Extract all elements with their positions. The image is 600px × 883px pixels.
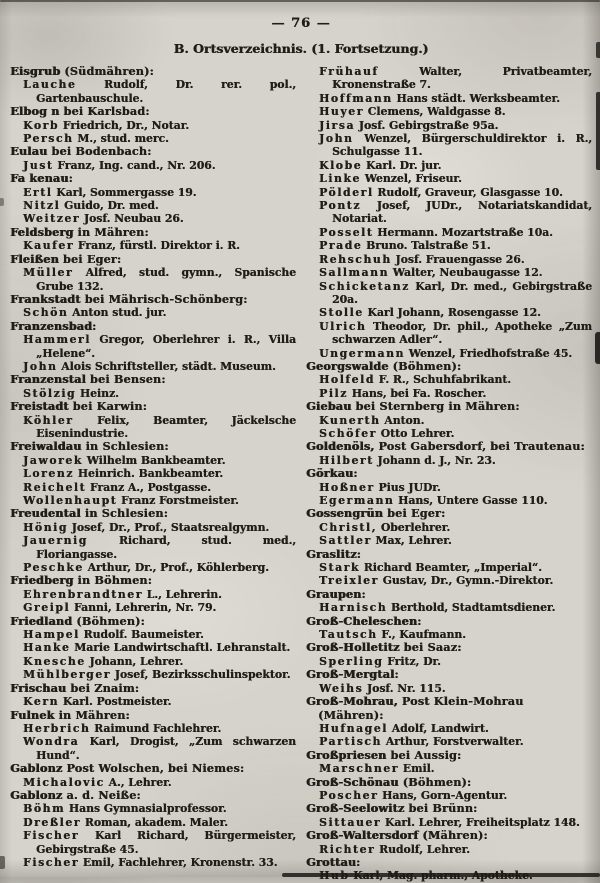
person-surname: Ehrenbrandtner: [23, 587, 143, 601]
person-surname: Kunerth: [319, 413, 381, 427]
place-entry: [306, 548, 592, 588]
person-line: Prade Bruno. Talstraße 51.: [319, 239, 491, 253]
place-entry: [306, 776, 592, 803]
place-entry: [306, 829, 592, 856]
person-line: Stölzig Heinz.: [23, 386, 119, 400]
person-line: Weihs Josf. Nr. 115.: [319, 681, 446, 695]
place-name: Freistadt: [10, 399, 69, 414]
person-line: Wondra Karl, Drogist, „Zum schwarzen Hund“.: [23, 735, 296, 762]
place-entry: [10, 507, 296, 574]
person-surname: Hönig: [23, 520, 68, 534]
place-location: bei Saaz:: [399, 640, 462, 655]
place-location: bei Karwin:: [68, 399, 147, 414]
place-name: Friedland: [10, 613, 73, 628]
place-heading: [10, 172, 296, 185]
place-heading: [306, 695, 592, 722]
person-line: Fischer Emil, Fachlehrer, Kronenstr. 33.: [23, 855, 278, 869]
scan-artifact-bottom-left: [0, 856, 5, 869]
place-location: bei Bensen:: [85, 372, 166, 387]
place-heading: [10, 320, 296, 333]
place-location: Post Gabersdorf, bei Trautenau:: [374, 439, 585, 454]
place-heading: [10, 373, 296, 386]
place-heading: [306, 668, 592, 681]
person-surname: Reichelt: [23, 480, 87, 494]
place-name: Großpriesen: [306, 747, 387, 762]
place-entry: [306, 668, 592, 695]
place-location: bei Eger:: [382, 506, 446, 521]
person-line: Hammerl Gregor, Oberlehrer i. R., Villa „Helene“.: [23, 333, 296, 360]
place-heading: [306, 856, 592, 869]
person-line: Huyer Clemens, Waldgasse 8.: [319, 105, 506, 119]
place-name: Friedberg: [10, 573, 74, 588]
person-line: Lorenz Heinrich. Bankbeamter.: [23, 467, 224, 481]
place-name: Elbog n: [10, 104, 60, 119]
person-surname: Köhler: [23, 413, 74, 427]
person-line: Korb Friedrich, Dr., Notar.: [23, 118, 190, 132]
place-entry: [10, 709, 296, 763]
person-line: Christl, Oberlehrer.: [319, 520, 451, 534]
place-name: Fulnek: [10, 707, 55, 722]
place-location: a. d. Neiße:: [62, 787, 141, 802]
person-line: Tautsch F., Kaufmann.: [319, 628, 466, 642]
place-entry: [306, 749, 592, 776]
place-name: Groß-Seelowitz: [306, 801, 405, 816]
person-surname: Hoffmann: [319, 91, 393, 105]
place-name: Gablonz: [10, 761, 63, 776]
place-entry: [10, 172, 296, 226]
person-surname: Hanke: [23, 641, 71, 655]
person-line: John Alois Schriftsteller, städt. Museum.: [23, 359, 276, 373]
person-line: Weitzer Josf. Neubau 26.: [23, 212, 184, 226]
person-line: Herbrich Raimund Fachlehrer.: [23, 721, 222, 735]
place-entry: [306, 467, 592, 507]
person-line: Greipl Fanni, Lehrerin, Nr. 79.: [23, 601, 217, 615]
place-name: Grottau: [306, 854, 357, 869]
person-line: Sperling Fritz, Dr.: [319, 654, 441, 668]
place-location: Post Klein-Mohrau (Mähren):: [318, 694, 524, 722]
person-line: Jirsa Josf. Gebirgstraße 95a.: [319, 118, 499, 132]
person-line: Hoffmann Hans städt. Werksbeamter.: [319, 91, 560, 105]
place-location: in Mähren:: [73, 224, 149, 239]
place-name: Eulau: [10, 144, 48, 159]
person-line: Fischer Karl Richard, Bürgermeister, Gebirgstraße 45.: [23, 829, 296, 856]
two-column-layout: [10, 65, 592, 883]
person-line: Frühauf Walter, Privatbeamter, Kronenstraße 7.: [319, 65, 592, 92]
place-entry: [10, 574, 296, 614]
place-heading: [10, 65, 296, 78]
place-heading: [306, 467, 592, 480]
person-surname: Hufnagel: [319, 721, 388, 735]
place-name: Fa kenau: [10, 171, 69, 186]
place-entry: [10, 293, 296, 320]
place-location: :: [68, 171, 73, 186]
place-name: Goldenöls,: [306, 439, 375, 454]
place-name: Georgswalde: [306, 358, 389, 373]
place-heading: [10, 709, 296, 722]
place-heading: [10, 105, 296, 118]
section-subtitle-text: (1. Fortsetzung.): [311, 41, 429, 56]
person-line: Wollenhaupt Franz Forstmeister.: [23, 494, 239, 507]
person-line: Müller Alfred, stud. gymn., Spanische Grube 132.: [23, 266, 296, 293]
place-heading: [306, 588, 592, 601]
place-heading: [10, 226, 296, 239]
place-heading: [10, 762, 296, 775]
place-heading: [10, 789, 296, 802]
place-heading: [306, 641, 592, 654]
scan-artifact-right-streak-2: [595, 332, 600, 364]
place-entry: [10, 253, 296, 293]
place-name: Giebau: [306, 399, 352, 414]
place-heading: [10, 440, 296, 453]
person-surname: Böhm: [23, 802, 66, 816]
scan-artifact-top-edge: [0, 0, 600, 2]
person-line: Köhler Felix, Beamter, Jäckelsche Eisenindustrie.: [23, 413, 296, 440]
person-line: Schicketanz Karl, Dr. med., Gebirgstraße 20a.: [319, 279, 592, 306]
person-surname: Fischer: [23, 855, 80, 869]
person-surname: Holfeld: [319, 373, 375, 387]
place-name: Fleißen: [10, 251, 59, 266]
person-line: Jaworek Wilhelm Bankbeamter.: [23, 453, 226, 467]
place-location: in Schlesien:: [80, 506, 168, 521]
person-line: Stolle Karl Johann, Rosengasse 12.: [319, 306, 541, 320]
person-surname: Partisch: [319, 735, 382, 749]
person-line: John Wenzel, Bürgerschuldirektor i. R., Schulgasse 11.: [319, 132, 592, 159]
person-line: Holfeld F. R., Schuhfabrikant.: [319, 373, 511, 387]
place-name: Groß-Mergtal: [306, 667, 395, 682]
place-name: Feldsberg: [10, 224, 74, 239]
person-surname: Stolle: [319, 306, 364, 320]
person-surname: Linke: [319, 172, 361, 186]
place-location: bei Eger:: [58, 251, 122, 266]
person-surname: Huyer: [319, 105, 364, 119]
person-line: Jauernig Richard, stud. med., Floriangasse.: [23, 534, 296, 561]
person-surname: Kaufer: [23, 239, 75, 253]
person-line: Knesche Johann, Lehrer.: [23, 654, 184, 668]
place-location: bei Brünn:: [404, 801, 478, 816]
person-surname: Marschner: [319, 762, 399, 776]
person-surname: Pilz: [319, 386, 348, 400]
place-entry: [306, 400, 592, 440]
place-name: Graupen: [306, 586, 362, 601]
person-surname: Wondra: [23, 735, 80, 749]
place-location: (Böhmen):: [72, 613, 145, 628]
scan-artifact-left-speck: [0, 198, 4, 206]
place-entry: [10, 682, 296, 709]
place-heading: [10, 145, 296, 158]
person-line: Hanke Marie Landwirtschaftl. Lehranstalt.: [23, 641, 291, 655]
person-surname: Ertl: [23, 185, 53, 199]
person-surname: Sallmann: [319, 266, 389, 280]
person-surname: Hilbert: [319, 453, 374, 467]
place-location: in Mähren:: [54, 707, 130, 722]
place-heading: [10, 293, 296, 306]
section-heading: [10, 41, 592, 56]
person-surname: Christl,: [319, 520, 377, 534]
person-surname: Pontz: [319, 199, 361, 213]
person-line: Persch M., stud. merc.: [23, 132, 169, 146]
place-name: Freudental: [10, 506, 81, 521]
person-line: Marschner Emil.: [319, 762, 435, 776]
person-surname: Peschke: [23, 561, 84, 575]
person-surname: Richter: [319, 842, 376, 856]
place-heading: [10, 615, 296, 628]
person-surname: Rehschuh: [319, 252, 392, 266]
scan-artifact-bottom-edge: [282, 873, 600, 877]
person-surname: Jauernig: [23, 534, 88, 548]
person-surname: Ungermann: [319, 346, 405, 360]
person-line: Sattler Max, Lehrer.: [319, 534, 452, 548]
section-title: B. Ortsverzeichnis.: [173, 41, 307, 56]
place-location: bei Znaim:: [66, 680, 140, 695]
person-surname: Müller: [23, 266, 74, 280]
person-line: Pölderl Rudolf, Graveur, Glasgasse 10.: [319, 185, 563, 199]
person-line: Pontz Josef, JUDr., Notariatskandidat, Notariat.: [319, 199, 592, 226]
person-line: Partisch Arthur, Forstverwalter.: [319, 735, 524, 749]
scan-artifact-right-streak-1: [596, 92, 600, 170]
place-location: bei Mährisch-Schönberg:: [80, 291, 248, 306]
person-surname: Stölzig: [23, 386, 77, 400]
person-line: Reichelt Franz A., Postgasse.: [23, 480, 211, 494]
place-name: Frankstadt: [10, 291, 81, 306]
person-line: Dreßler Roman, akadem. Maler.: [23, 815, 228, 829]
person-surname: Sperling: [319, 654, 384, 668]
place-entry: [306, 65, 592, 360]
person-surname: Frühauf: [319, 65, 379, 78]
person-surname: Stark: [319, 561, 360, 575]
person-surname: Sittauer: [319, 815, 382, 829]
place-location: :: [361, 586, 366, 601]
person-line: Treixler Gustav, Dr., Gymn.-Direktor.: [319, 574, 554, 588]
person-surname: John: [23, 359, 58, 373]
place-name: Franzenstal: [10, 372, 86, 387]
place-location: in Schlesien:: [81, 439, 169, 454]
person-line: Hilbert Johann d. J., Nr. 23.: [319, 453, 496, 467]
person-surname: Herbrich: [23, 721, 91, 735]
person-line: Ertl Karl, Sommergasse 19.: [23, 185, 197, 199]
place-heading: [306, 548, 592, 561]
person-line: Michalovic A., Lehrer.: [23, 775, 172, 789]
place-heading: [306, 615, 592, 628]
place-entry: [10, 400, 296, 440]
person-line: Ungermann Wenzel, Friedhofstraße 45.: [319, 346, 572, 360]
person-line: Lauche Rudolf, Dr. rer. pol., Gartenbauschule.: [23, 78, 296, 105]
place-location: (Böhmen):: [398, 774, 472, 789]
page-number: — 76 —: [271, 16, 331, 31]
place-entry: [306, 641, 592, 668]
person-surname: Posselt: [319, 225, 374, 239]
place-name: Groß-Holletitz: [306, 640, 400, 655]
place-name: Gablonz: [10, 787, 63, 802]
left-column: [10, 65, 296, 883]
person-surname: Egermann: [319, 494, 395, 507]
person-surname: Weitzer: [23, 212, 81, 226]
place-entry: [306, 856, 592, 883]
person-surname: Michalovic: [23, 775, 105, 789]
place-location: (Mähren):: [418, 828, 488, 843]
person-line: Hufnagel Adolf, Landwirt.: [319, 721, 489, 735]
place-heading: [10, 574, 296, 587]
place-location: (Böhmen):: [388, 358, 462, 373]
person-line: Kern Karl. Postmeister.: [23, 695, 172, 709]
place-entry: [10, 762, 296, 789]
place-location: bei Aussig:: [386, 747, 462, 762]
person-line: Posselt Hermann. Mozartstraße 10a.: [319, 225, 553, 239]
person-surname: Tautsch: [319, 628, 378, 642]
person-line: Ehrenbrandtner L., Lehrerin.: [23, 587, 222, 601]
person-surname: Jirsa: [319, 118, 355, 132]
person-surname: Schöfer: [319, 426, 377, 440]
place-location: (Südmähren):: [60, 64, 154, 78]
person-line: Linke Wenzel, Friseur.: [319, 172, 462, 186]
place-entry: [306, 615, 592, 642]
person-surname: Weihs: [319, 681, 364, 695]
place-entry: [306, 695, 592, 749]
person-line: Poscher Hans, Gorn-Agentur.: [319, 788, 508, 802]
person-line: Just Franz, Ing. cand., Nr. 206.: [23, 158, 216, 172]
place-name: Groß-Mohrau,: [306, 694, 398, 709]
person-surname: Fischer: [23, 829, 80, 843]
place-entry: [10, 373, 296, 400]
place-location: bei Karlsbad:: [59, 104, 150, 119]
person-line: Ulrich Theodor, Dr. phil., Apotheke „Zum schwarzen Adler“.: [319, 319, 592, 347]
place-name: Franzensbad: [10, 318, 93, 333]
person-surname: Nitzl: [23, 199, 61, 213]
place-heading: [306, 802, 592, 815]
place-location: :: [417, 613, 422, 628]
place-entry: [10, 440, 296, 507]
place-heading: [10, 682, 296, 695]
scan-artifact-top-right: [596, 42, 600, 58]
place-entry: [10, 320, 296, 374]
person-line: Richter Rudolf, Lehrer.: [319, 842, 470, 856]
place-heading: [306, 400, 592, 413]
person-surname: Klobe: [319, 158, 363, 172]
place-name: Görkau: [306, 466, 354, 481]
person-surname: Just: [23, 158, 54, 172]
person-surname: Poscher: [319, 788, 379, 802]
person-surname: Schicketanz: [319, 279, 410, 293]
person-surname: Persch: [23, 132, 74, 146]
person-surname: Schön: [23, 306, 69, 320]
person-surname: Hoßner: [319, 480, 375, 494]
person-surname: Sattler: [319, 534, 372, 548]
place-heading: [306, 776, 592, 789]
person-surname: Jaworek: [23, 453, 83, 467]
place-entry: [10, 615, 296, 682]
person-surname: John: [319, 132, 354, 146]
place-entry: [306, 802, 592, 829]
place-heading: [306, 507, 592, 520]
place-location: :: [356, 546, 361, 561]
person-surname: Lauche: [23, 78, 77, 92]
right-column: [306, 65, 592, 883]
place-name: Freiwaldau: [10, 439, 82, 454]
person-line: Nitzl Guido, Dr. med.: [23, 199, 159, 213]
person-surname: Knesche: [23, 654, 86, 668]
place-location: :: [394, 667, 399, 682]
person-line: Sallmann Walter, Neubaugasse 12.: [319, 266, 543, 280]
place-name: Groß-Waltersdorf: [306, 828, 419, 843]
person-surname: Hammerl: [23, 333, 91, 347]
person-surname: Harnisch: [319, 601, 388, 615]
person-line: Stark Richard Beamter, „Imperial“.: [319, 561, 542, 575]
place-name: Eisgrub: [10, 64, 61, 78]
person-line: Hampel Rudolf. Baumeister.: [23, 628, 204, 642]
place-heading: [10, 507, 296, 520]
place-location: Post Wolschen, bei Niemes:: [62, 761, 245, 776]
place-location: :: [356, 854, 361, 869]
place-name: Groß-Cheleschen: [306, 613, 418, 628]
person-line: Kaufer Franz, fürstl. Direktor i. R.: [23, 239, 240, 253]
place-heading: [306, 829, 592, 842]
person-line: Harnisch Berthold, Stadtamtsdiener.: [319, 601, 556, 615]
person-line: Hönig Josef, Dr., Prof., Staatsrealgymn.: [23, 520, 270, 534]
person-surname: Treixler: [319, 574, 379, 588]
person-surname: Dreßler: [23, 815, 81, 829]
person-line: Rehschuh Josf. Frauengasse 26.: [319, 252, 525, 266]
place-entry: [306, 360, 592, 400]
place-entry: [10, 105, 296, 145]
place-entry: [10, 65, 296, 105]
person-line: Kunerth Anton.: [319, 413, 425, 427]
place-entry: [10, 789, 296, 869]
person-surname: Mühlberger: [23, 668, 111, 682]
person-surname: Greipl: [23, 601, 71, 615]
person-surname: Ulrich: [319, 319, 367, 333]
person-surname: Lorenz: [23, 467, 74, 481]
place-name: Groß-Schönau: [306, 774, 399, 789]
person-surname: Korb: [23, 118, 59, 132]
place-name: Frischau: [10, 680, 67, 695]
place-location: :: [353, 466, 358, 481]
place-heading: [10, 400, 296, 413]
place-location: in Böhmen:: [73, 573, 152, 588]
person-line: Schöfer Otto Lehrer.: [319, 426, 455, 440]
person-line: Pilz Hans, bei Fa. Roscher.: [319, 386, 487, 400]
place-entry: [306, 588, 592, 615]
place-heading: [306, 440, 592, 453]
place-heading: [306, 749, 592, 762]
person-line: Klobe Karl. Dr. jur.: [319, 158, 442, 172]
place-name: Graslitz: [306, 546, 357, 561]
place-entry: [10, 145, 296, 172]
person-line: Sittauer Karl. Lehrer, Freiheitsplatz 148.: [319, 815, 580, 829]
place-name: Gossengrün: [306, 506, 383, 521]
place-entry: [306, 507, 592, 547]
person-surname: Hampel: [23, 628, 80, 642]
person-line: Schön Anton stud. jur.: [23, 306, 167, 320]
person-surname: Kern: [23, 695, 59, 709]
place-entry: [10, 226, 296, 253]
place-location: bei Bodenbach:: [47, 144, 152, 159]
place-heading: [306, 360, 592, 373]
person-surname: Wollenhaupt: [23, 494, 118, 507]
person-surname: Prade: [319, 239, 363, 253]
person-line: Peschke Arthur, Dr., Prof., Köhlerberg.: [23, 561, 269, 575]
place-entry: [306, 440, 592, 467]
person-line: Böhm Hans Gymnasialprofessor.: [23, 802, 227, 816]
person-line: Hoßner Pius JUDr.: [319, 480, 441, 494]
person-line: Egermann Hans, Untere Gasse 110.: [319, 494, 548, 507]
place-heading: [10, 253, 296, 266]
person-surname: Pölderl: [319, 185, 374, 199]
place-location: bei Sternberg in Mähren:: [351, 399, 520, 414]
place-location: :: [92, 318, 97, 333]
person-line: Mühlberger Josef, Bezirksschulinspektor.: [23, 668, 291, 682]
